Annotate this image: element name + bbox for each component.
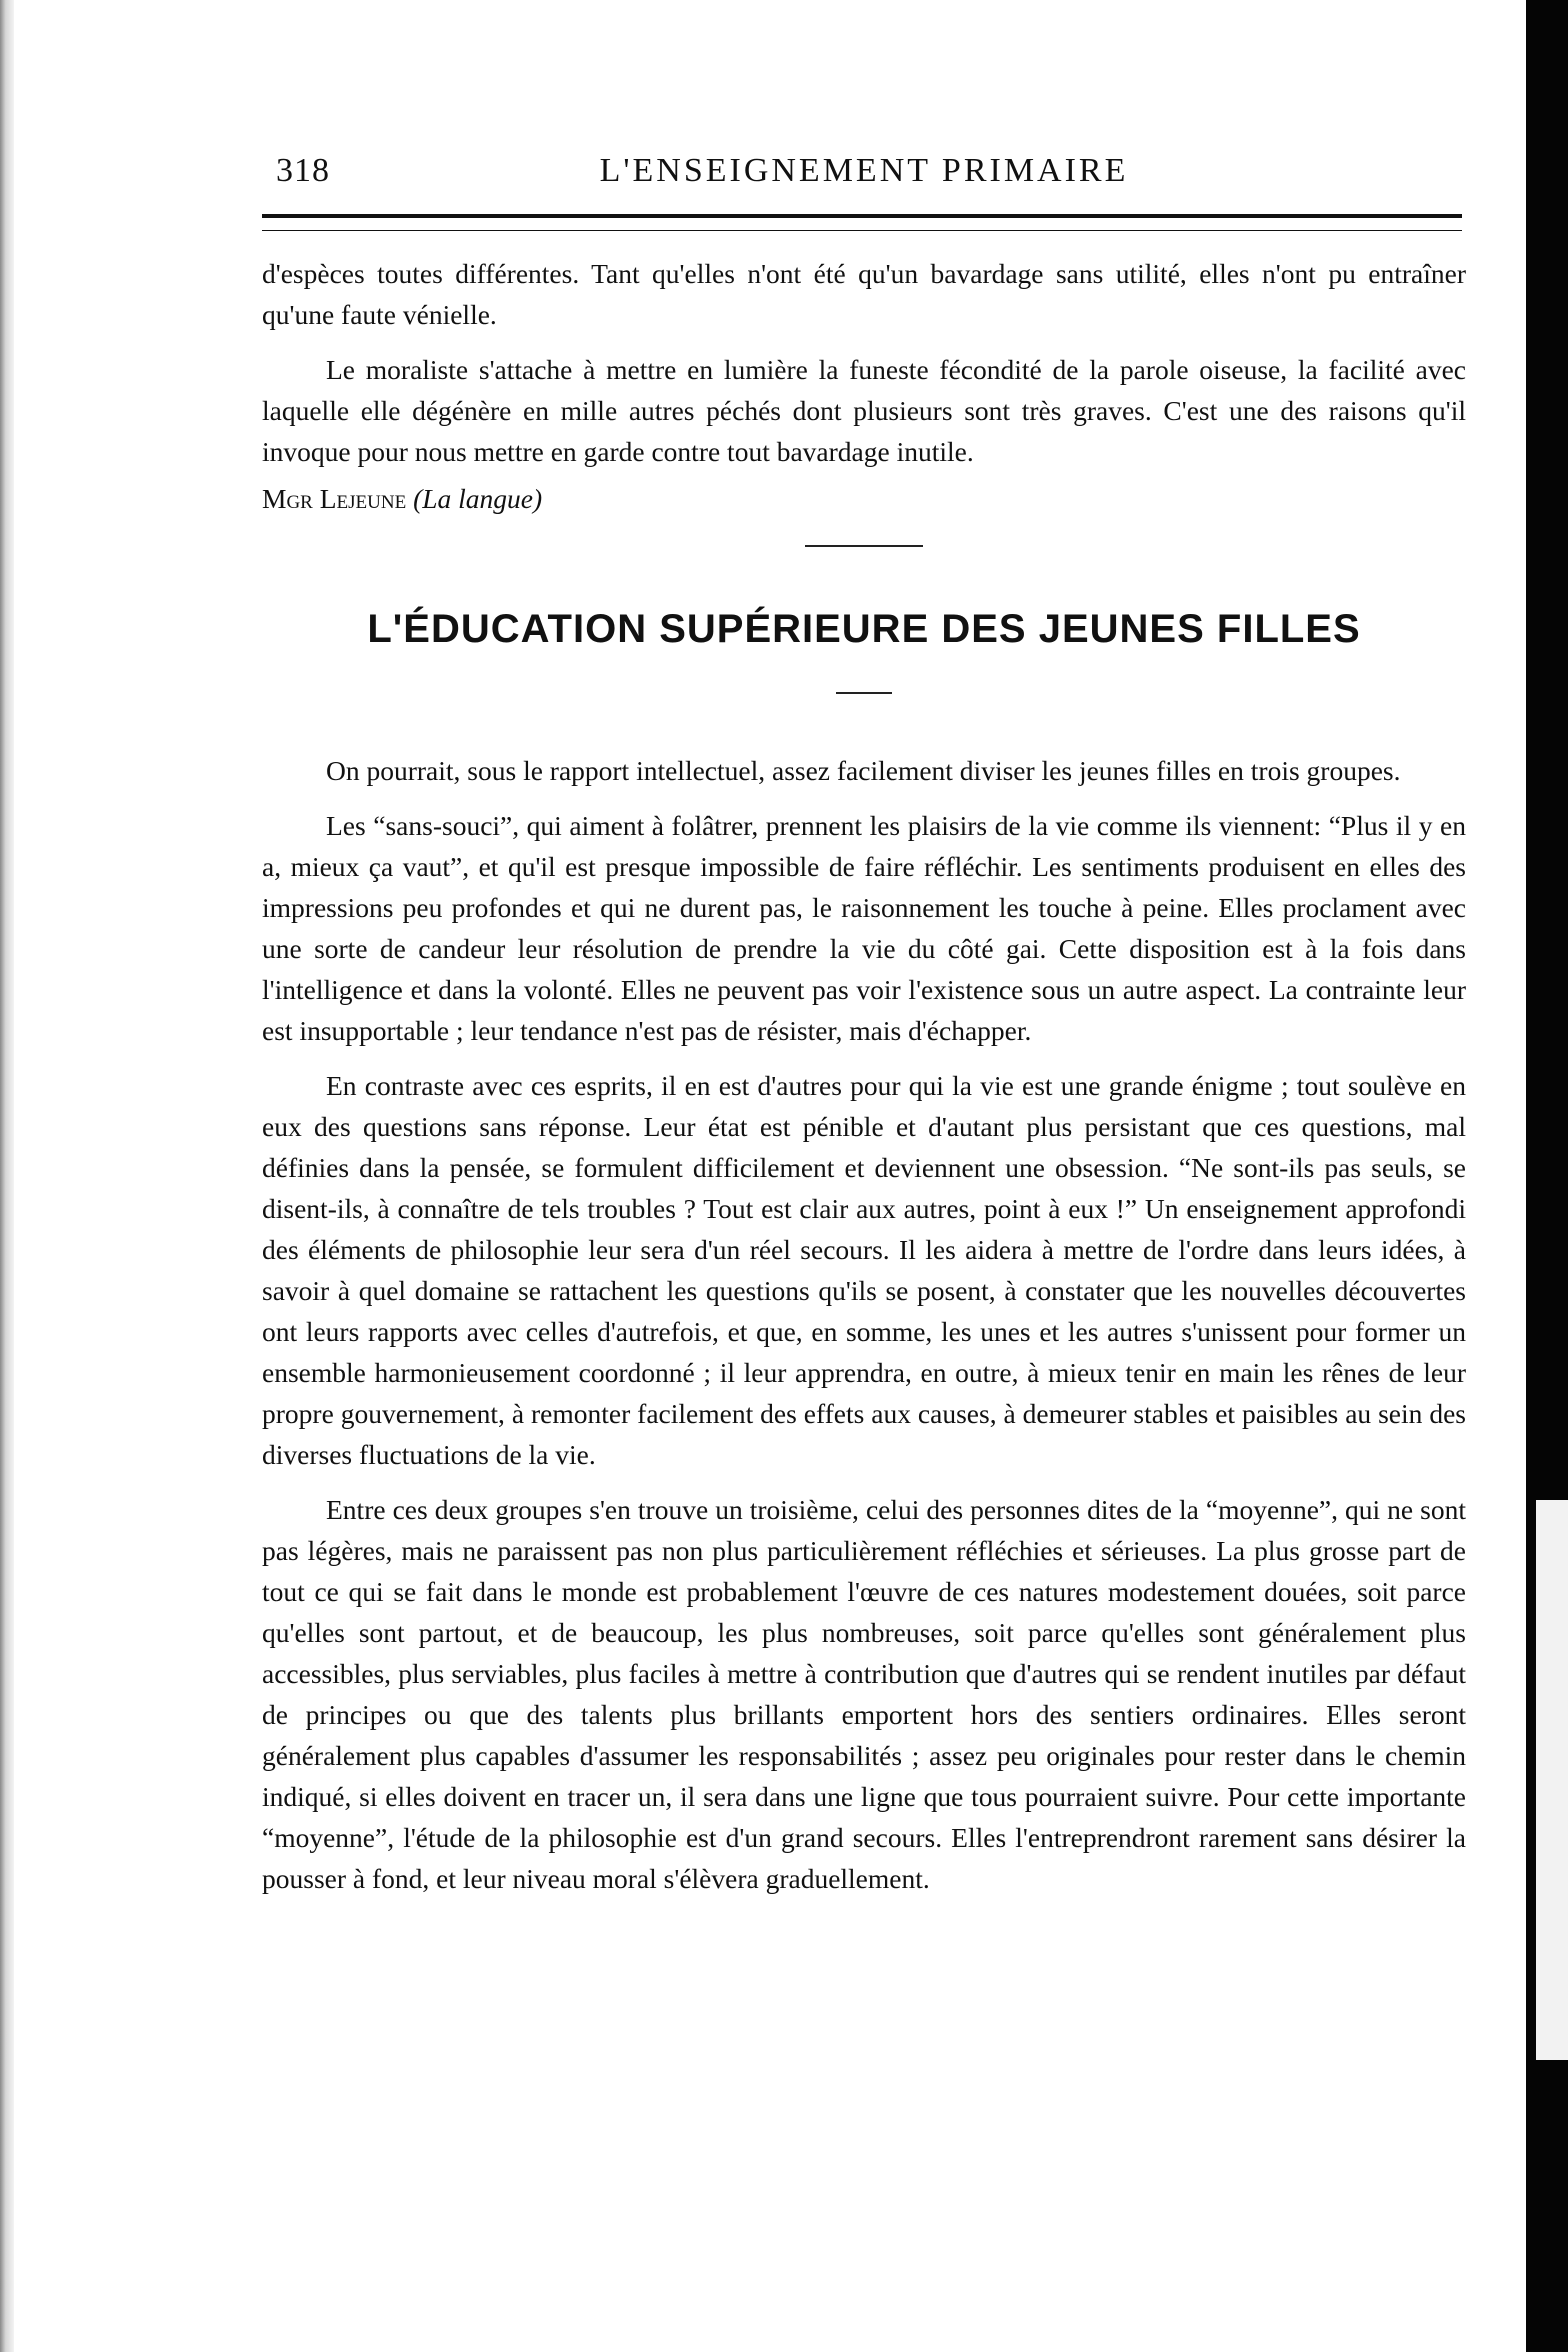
previous-article-end xyxy=(262,253,1466,519)
page-number: 318 xyxy=(276,152,330,189)
paragraph: Le moraliste s'attache à mettre en lumière la funeste fécondité de la parole oiseuse, la facilité avec laquelle elle dégénère en mille autres péchés dont plusieurs sont très graves. C'est une des raisons qu'il invoque pour nous mettre en garde contre tout bavardage inutile. xyxy=(262,354,1466,467)
running-title: L'ENSEIGNEMENT PRIMAIRE xyxy=(599,152,1129,189)
paragraph: Les “sans-souci”, qui aiment à folâtrer, prennent les plaisirs de la vie comme ils viennent: “Plus il y en a, mieux ça vaut”, et qu'il est presque impossible de faire réfléchir. Les sentiments produisent en elles des impressions peu profondes et qui ne durent pas, le raisonnement les touche à peine. Elles proclament avec une sorte de candeur leur résolution de prendre la vie du côté gai. Cette disposition est à la fois dans l'intelligence et dans la volonté. Elles ne peuvent pas voir l'existence sous un autre aspect. La contrainte leur est insupportable ; leur tendance n'est pas de résister, mais d'échapper. xyxy=(262,810,1466,1046)
paragraph: On pourrait, sous le rapport intellectuel, assez facilement diviser les jeunes filles en trois groupes. xyxy=(326,755,1401,786)
scan-right-edge xyxy=(1526,0,1568,2352)
article-title: L'ÉDUCATION SUPÉRIEURE DES JEUNES FILLES xyxy=(367,607,1361,651)
signature-work: (La langue) xyxy=(413,483,543,514)
article-body xyxy=(262,750,1466,1899)
book-page xyxy=(262,140,1466,1899)
adjacent-page-strip xyxy=(1536,1500,1568,2060)
paragraph: En contraste avec ces esprits, il en est d'autres pour qui la vie est une grande énigme ; tout soulève en eux des questions sans réponse. Leur état est pénible et d'autant plus persistant que ces questions, mal définies dans la pensée, se formulent difficilement et deviennent une obsession. “Ne sont-ils pas seuls, se disent-ils, à connaître de tels troubles ? Tout est clair aux autres, point à eux !” Un enseignement approfondi des éléments de philosophie leur sera d'un réel secours. Il les aidera à mettre de l'ordre dans leurs idées, à savoir à quel domaine se rattachent les questions qu'ils se posent, à constater que les nouvelles découvertes ont leurs rapports avec celles d'autrefois, et que, en somme, les unes et les autres s'unissent pour former un ensemble harmonieusement coordonné ; il leur apprendra, en outre, à mieux tenir en main les rênes de leur propre gouvernement, à remonter facilement des effets aux causes, à demeurer stables et paisibles au sein des diverses fluctuations de la vie. xyxy=(262,1070,1466,1470)
section-divider xyxy=(805,545,923,547)
scan-left-edge xyxy=(0,0,14,2352)
author-signature xyxy=(262,478,1466,519)
header-double-rule xyxy=(262,214,1462,231)
running-head xyxy=(262,140,1466,200)
title-divider xyxy=(836,692,892,694)
paragraph: Entre ces deux groupes s'en trouve un troisième, celui des personnes dites de la “moyenne”, qui ne sont pas légères, mais ne paraissent pas non plus particulièrement réfléchies et sérieuses. La plus grosse part de tout ce qui se fait dans le monde est probablement l'œuvre de ces natures modestement douées, soit parce qu'elles sont partout, et de beaucoup, les plus nombreuses, soit parce qu'elles sont généralement plus accessibles, plus serviables, plus faciles à mettre à contribution que d'autres qui se rendent inutiles par défaut de principes ou que des talents plus brillants emportent hors des sentiers ordinaires. Elles seront généralement plus capables d'assumer les responsabilités ; assez peu originales pour rester dans le chemin indiqué, si elles doivent en tracer un, il sera dans une ligne que tous pourraient suivre. Pour cette importante “moyenne”, l'étude de la philosophie est d'un grand secours. Elles l'entreprendront rarement sans désirer la pousser à fond, et leur niveau moral s'élèvera graduellement. xyxy=(262,1494,1466,1894)
signature-author: Mgr Lejeune xyxy=(262,483,407,514)
paragraph: d'espèces toutes différentes. Tant qu'elles n'ont été qu'un bavardage sans utilité, elles n'ont pu entraîner qu'une faute vénielle. xyxy=(262,258,1466,330)
